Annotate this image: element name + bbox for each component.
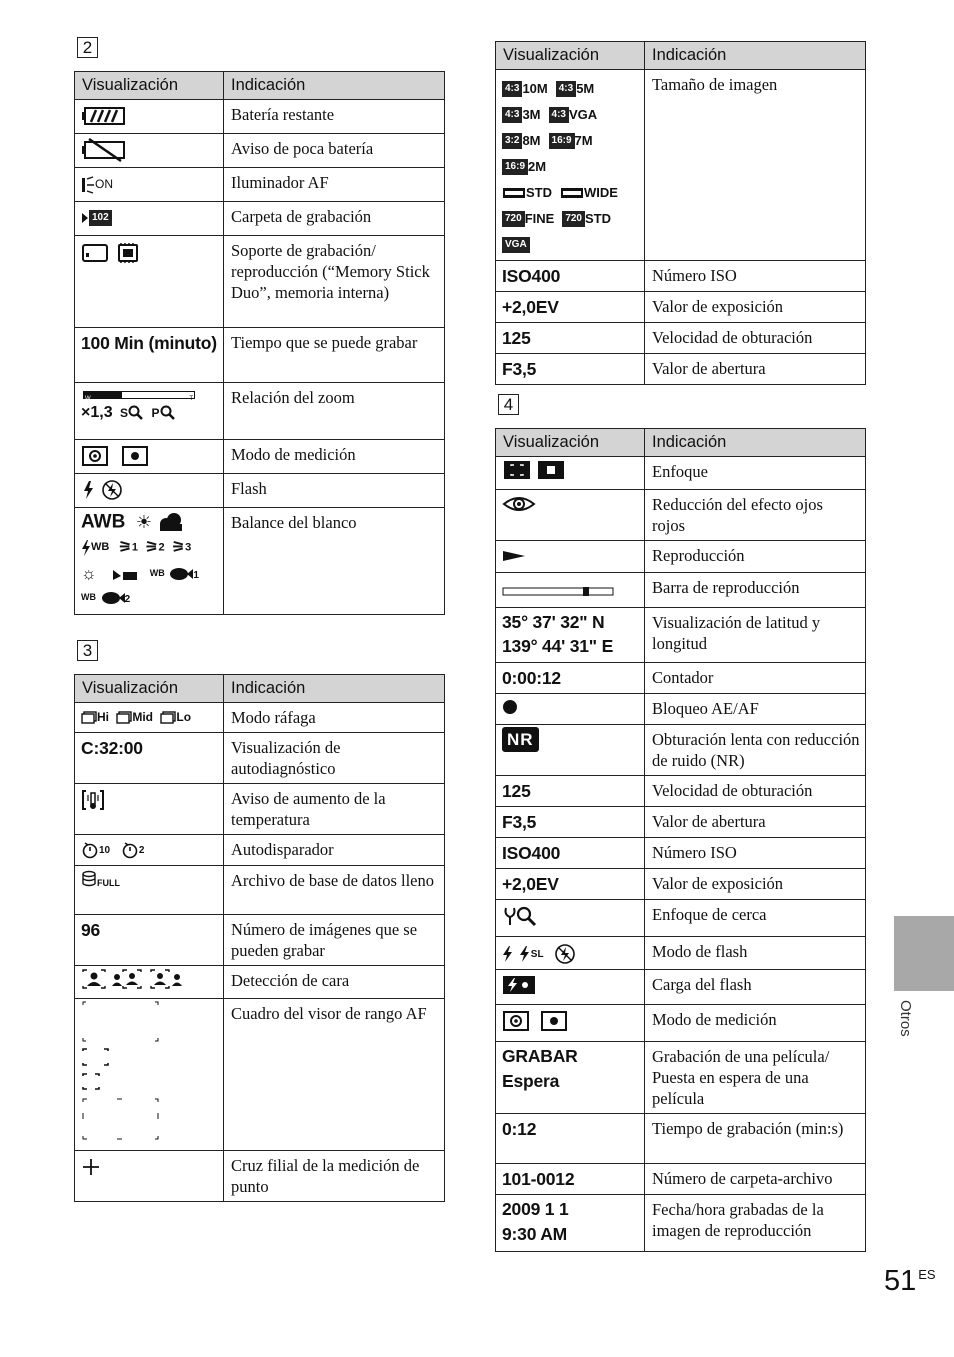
table-row (496, 663, 866, 694)
nr-label: NR (507, 730, 534, 749)
indication-cell: Barra de reproducción (645, 573, 866, 608)
indication-cell: Contador (645, 663, 866, 694)
flash-mode-icon (502, 949, 576, 960)
awb-label: AWB (81, 511, 126, 533)
images-count-label: 96 (81, 920, 101, 940)
table-row (496, 608, 866, 663)
table-row (496, 807, 866, 838)
fluorescent-3-label: 3 (185, 541, 192, 554)
indication-cell: Iluminador AF (224, 168, 445, 202)
aperture-label: F3,5 (502, 359, 537, 379)
indication-cell: Carpeta de grabación (224, 202, 445, 236)
indication-cell: Batería restante (224, 100, 445, 134)
indication-cell: Valor de exposición (645, 869, 866, 900)
indication-cell: Valor de abertura (645, 807, 866, 838)
fluorescent-1-icon: ⚞ (118, 539, 132, 556)
zoom-wide-label: W (85, 396, 91, 402)
indication-cell: Número ISO (645, 838, 866, 869)
image-size-label: 10M (522, 81, 548, 96)
section-2-marker: 2 (77, 37, 98, 58)
indication-cell: Modo de medición (645, 1005, 866, 1042)
indication-cell: Autodisparador (224, 835, 445, 866)
spot-metering-cross-icon (81, 1157, 101, 1177)
header-indication: Indicación (645, 42, 866, 70)
table-row (496, 541, 866, 573)
table-row (496, 776, 866, 807)
indication-cell: Modo de medición (224, 440, 445, 474)
image-size-label: 7M (574, 133, 593, 148)
burst-lo-label: Lo (176, 710, 192, 724)
table-row (75, 866, 445, 915)
table-row (75, 703, 445, 733)
table-row (75, 440, 445, 474)
recorded-date-label: 2009 1 1 (502, 1199, 569, 1220)
image-size-row (502, 127, 638, 153)
zoom-ratio-text: ×1,3 (81, 404, 113, 421)
aspect-ratio-tag: 16:9 (549, 133, 575, 149)
table-row (496, 457, 866, 490)
indication-cell: Enfoque (645, 457, 866, 490)
zoom-tele-label: T (189, 396, 193, 402)
self-timer-icon (81, 845, 144, 856)
wb-2-label: WB (81, 592, 96, 602)
indication-cell: Detección de cara (224, 966, 445, 999)
indication-cell: Obturación lenta con reducción de ruido (NR) (645, 725, 866, 776)
aspect-ratio-tag: 4:3 (549, 107, 569, 123)
underwater-icon (111, 566, 139, 582)
image-size-label: WIDE (584, 185, 618, 200)
table-row (75, 966, 445, 999)
exposure-label: +2,0EV (502, 297, 559, 317)
header-visualization: Visualización (496, 42, 645, 70)
table-row (75, 835, 445, 866)
smart-zoom-label: S (120, 406, 129, 420)
table-row (75, 100, 445, 134)
indication-cell: Aviso de poca batería (224, 134, 445, 168)
indication-cell: Modo de flash (645, 937, 866, 970)
fish-icon (101, 591, 125, 605)
image-size-label: 5M (576, 81, 595, 96)
table-row (496, 1005, 866, 1042)
iso-label: ISO400 (502, 843, 561, 863)
header-indication: Indicación (645, 429, 866, 457)
zoom-ratio-icon (81, 391, 217, 424)
incandescent-icon: ☼ (81, 564, 97, 584)
table-row (75, 236, 445, 328)
indication-cell: Tiempo de grabación (min:s) (645, 1114, 866, 1164)
image-size-row (502, 205, 638, 231)
table-row (75, 328, 445, 383)
af-illuminator-on-text: ON (95, 177, 113, 191)
battery-remaining-icon (81, 105, 127, 127)
chapter-tab (894, 916, 954, 991)
indication-cell: Visualización de latitud y longitud (645, 608, 866, 663)
af-range-finder-frame-icon (81, 1001, 161, 1141)
focus-frame-icon (502, 460, 566, 480)
standby-label: Espera (502, 1071, 560, 1092)
table-row (496, 490, 866, 541)
indication-cell: Reducción del efecto ojos rojos (645, 490, 866, 541)
image-size-icon (502, 75, 638, 256)
wb-label: WB (91, 541, 110, 553)
table-row (75, 733, 445, 784)
self-diagnosis-label: C:32:00 (81, 738, 143, 758)
latitude-label: 35° 37' 32" N (502, 612, 605, 632)
image-size-label: VGA (568, 107, 598, 122)
table-row (496, 838, 866, 869)
image-info-table (495, 41, 866, 385)
indication-cell: Número ISO (645, 261, 866, 292)
indication-cell: Grabación de una película/ Puesta en espera de una película (645, 1042, 866, 1114)
table-row (496, 1042, 866, 1114)
image-size-label: 2M (528, 159, 547, 174)
indication-cell: Carga del flash (645, 970, 866, 1005)
indication-cell: Modo ráfaga (224, 703, 445, 733)
table-row (75, 915, 445, 966)
table-row (75, 784, 445, 835)
indication-cell: Archivo de base de datos lleno (224, 866, 445, 915)
image-size-row (502, 75, 638, 101)
aspect-ratio-tag: VGA (502, 237, 530, 253)
table-header-row (75, 675, 445, 703)
page-number-value: 51 (884, 1265, 917, 1297)
indication-cell: Número de imágenes que se pueden grabar (224, 915, 445, 966)
indication-cell: Velocidad de obturación (645, 776, 866, 807)
page-number (884, 1265, 936, 1298)
counter-label: 0:00:12 (502, 668, 561, 688)
panorama-frame-icon (502, 186, 526, 200)
indication-cell: Fecha/hora grabadas de la imagen de reproducción (645, 1195, 866, 1252)
flash-charge-icon (502, 975, 536, 995)
header-visualization: Visualización (496, 429, 645, 457)
section-4-table (495, 428, 866, 1252)
playback-icon (502, 549, 526, 563)
timer-2-label: 2 (138, 845, 145, 856)
aspect-ratio-tag: 16:9 (502, 159, 528, 175)
table-row (496, 1164, 866, 1195)
indication-cell: Valor de abertura (645, 354, 866, 385)
playback-bar-icon (502, 586, 616, 598)
remaining-time-label: 100 Min (minuto) (81, 333, 217, 353)
table-row (496, 1114, 866, 1164)
table-header-row (496, 42, 866, 70)
header-visualization: Visualización (75, 72, 224, 100)
fluorescent-2-label: 2 (158, 541, 165, 554)
header-indication: Indicación (224, 675, 445, 703)
indication-cell: Velocidad de obturación (645, 323, 866, 354)
fluorescent-1-label: 1 (131, 541, 138, 554)
timer-10-label: 10 (99, 845, 111, 856)
table-row (75, 474, 445, 508)
image-size-label: 3M (522, 107, 541, 122)
folder-file-number-label: 101-0012 (502, 1169, 575, 1190)
precision-zoom-label: P (151, 406, 160, 420)
image-size-row (502, 101, 638, 127)
magnifier-icon (160, 405, 176, 421)
indication-cell: Cruz filial de la medición de punto (224, 1151, 445, 1202)
low-battery-icon (81, 138, 127, 162)
image-size-row (502, 153, 638, 179)
metering-mode-icon (81, 445, 151, 467)
close-focus-icon (502, 905, 538, 927)
fluorescent-2-icon: ⚞ (145, 539, 159, 556)
chapter-tab-label: Otros (897, 1000, 914, 1037)
recording-time-label: 0:12 (502, 1119, 537, 1140)
aspect-ratio-tag: 720 (502, 211, 525, 227)
fish-icon (169, 567, 193, 581)
image-size-label: FINE (524, 211, 555, 226)
table-row (496, 937, 866, 970)
table-row (75, 383, 445, 440)
table-row (496, 354, 866, 385)
burst-mode-icon (81, 710, 191, 724)
folder-number-tag: 102 (89, 210, 112, 226)
table-row (496, 70, 866, 261)
panorama-frame-icon (560, 186, 584, 200)
af-illuminator-icon (81, 177, 113, 191)
aspect-ratio-tag: 4:3 (502, 81, 522, 97)
header-visualization: Visualización (75, 675, 224, 703)
longitude-label: 139° 44' 31" E (502, 636, 614, 656)
burst-mid-label: Mid (132, 710, 154, 724)
shutter-speed-label: 125 (502, 328, 531, 348)
aspect-ratio-tag: 4:3 (556, 81, 576, 97)
aspect-ratio-tag: 4:3 (502, 107, 522, 123)
table-row (496, 900, 866, 937)
table-row (75, 999, 445, 1151)
indication-cell: Flash (224, 474, 445, 508)
table-row (496, 1195, 866, 1252)
image-size-row (502, 231, 638, 256)
exposure-label: +2,0EV (502, 874, 559, 894)
temperature-warning-icon (81, 789, 105, 811)
record-label: GRABAR (502, 1046, 578, 1067)
indication-cell: Soporte de grabación/ reproducción (“Memory Stick Duo”, memoria interna) (224, 236, 445, 328)
indication-cell: Bloqueo AE/AF (645, 694, 866, 725)
image-size-row (502, 179, 638, 205)
database-full-label: FULL (97, 878, 120, 888)
ae-af-lock-icon (502, 699, 518, 715)
red-eye-icon (502, 494, 536, 514)
table-header-row (75, 72, 445, 100)
database-full-icon (81, 878, 120, 888)
table-row (75, 168, 445, 202)
recorded-time-label: 9:30 AM (502, 1224, 568, 1245)
table-row (75, 508, 445, 615)
daylight-icon: ☀ (135, 512, 153, 532)
aspect-ratio-tag: 720 (562, 211, 585, 227)
white-balance-icon: AWB ☀ WB ⚞1 ⚞2 ⚞3 ☼ $^{WB}$ 1 $^{WB}$ 2 (81, 511, 199, 605)
aspect-ratio-tag: 3:2 (502, 133, 522, 149)
table-row (75, 202, 445, 236)
cloudy-icon (157, 512, 185, 532)
fluorescent-3-icon: ⚞ (171, 539, 186, 556)
indication-cell: Número de carpeta-archivo (645, 1164, 866, 1195)
aperture-label: F3,5 (502, 812, 537, 832)
section-3-table (74, 674, 445, 1202)
flash-icon (81, 479, 127, 501)
image-size-label: 8M (522, 133, 541, 148)
indication-cell: Valor de exposición (645, 292, 866, 323)
indication-cell: Aviso de aumento de la temperatura (224, 784, 445, 835)
iso-label: ISO400 (502, 266, 561, 286)
image-size-label: STD (585, 211, 611, 226)
table-row (496, 869, 866, 900)
table-row (496, 725, 866, 776)
table-row (496, 694, 866, 725)
table-row (496, 261, 866, 292)
indication-cell: Tiempo que se puede grabar (224, 328, 445, 383)
table-row (496, 573, 866, 608)
indication-cell: Enfoque de cerca (645, 900, 866, 937)
indication-cell: Tamaño de imagen (645, 70, 866, 261)
table-row (496, 970, 866, 1005)
page-language-suffix: ES (918, 1267, 936, 1283)
burst-hi-label: Hi (97, 710, 109, 724)
indication-cell: Visualización de autodiagnóstico (224, 733, 445, 784)
indication-cell: Relación del zoom (224, 383, 445, 440)
magnifier-icon (128, 405, 144, 421)
recording-folder-icon (81, 207, 112, 226)
noise-reduction-icon (502, 727, 539, 752)
section-3-marker: 3 (77, 640, 98, 661)
table-row (75, 134, 445, 168)
section-4-marker: 4 (498, 394, 519, 415)
face-detection-icon (81, 969, 191, 989)
indication-cell: Balance del blanco (224, 508, 445, 615)
wb-1-label: WB (149, 568, 165, 578)
indication-cell: Reproducción (645, 541, 866, 573)
slow-sync-label: SL (530, 948, 544, 960)
image-size-label: STD (526, 185, 552, 200)
metering-mode-icon (502, 1010, 572, 1032)
table-header-row (496, 429, 866, 457)
table-row (496, 292, 866, 323)
recording-media-icon (81, 241, 141, 263)
table-row (75, 1151, 445, 1202)
section-2-table (74, 71, 445, 615)
header-indication: Indicación (224, 72, 445, 100)
indication-cell: Cuadro del visor de rango AF (224, 999, 445, 1151)
flash-wb-icon (81, 539, 91, 557)
shutter-speed-label: 125 (502, 781, 531, 801)
table-row (496, 323, 866, 354)
